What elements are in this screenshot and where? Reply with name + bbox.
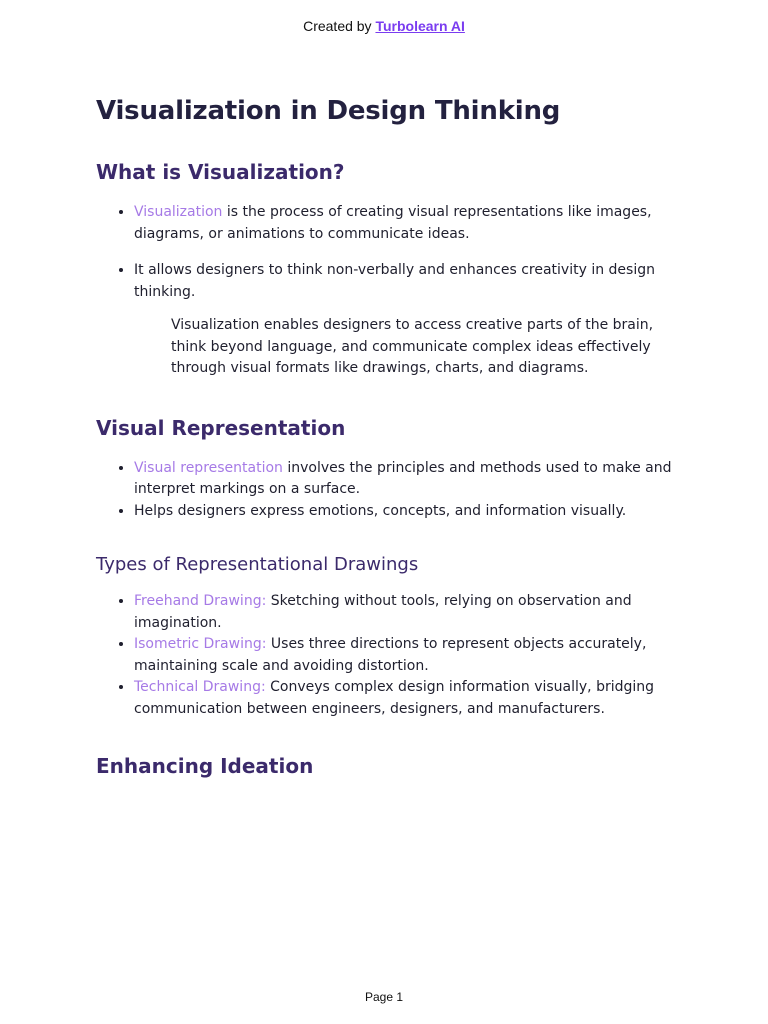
list-item (134, 634, 676, 677)
highlighted-term: Technical Drawing: (134, 679, 266, 695)
section-heading: What is Visualization? (96, 160, 345, 184)
highlighted-term: Visual representation (134, 459, 283, 476)
section-enhancing-ideation (96, 754, 676, 778)
list-item (134, 202, 676, 245)
list-item (134, 458, 676, 501)
section-heading: Enhancing Ideation (96, 754, 314, 778)
callout-quote: Visualization enables designers to access creative parts of the brain, think beyond language, and communicate complex ideas effectively through visual formats like drawings, charts, and diagrams. (171, 317, 654, 376)
highlighted-term: Freehand Drawing: (134, 593, 267, 609)
bullet-text: It allows designers to think non-verbally and enhances creativity in design thinking. (134, 262, 655, 300)
section-heading: Visual Representation (96, 415, 346, 440)
document-body (96, 96, 676, 796)
bullet-list (96, 458, 676, 523)
list-item (134, 591, 676, 634)
bullet-text: involves the principles and methods used to make and interpret markings on a surface. (134, 459, 672, 497)
turbolearn-link[interactable]: Turbolearn AI (375, 18, 465, 34)
page-number: Page 1 (364, 990, 404, 1004)
list-item (134, 260, 676, 303)
bullet-text: Uses three directions to represent objects accurately, maintaining scale and avoiding distortion. (134, 636, 647, 674)
created-by-text: Created by (303, 18, 376, 34)
bullet-text: is the process of creating visual representations like images, diagrams, or animations to communicate ideas. (134, 204, 652, 242)
bullet-list (96, 202, 676, 303)
bullet-text: Conveys complex design information visually, bridging communication between engineers, designers, and manufacturers. (134, 679, 655, 717)
section-heading: Types of Representational Drawings (96, 554, 419, 575)
created-by-header (0, 18, 768, 34)
highlighted-term: Visualization (134, 204, 223, 220)
document-title: Visualization in Design Thinking (96, 96, 561, 126)
section-visual-representation (96, 416, 676, 523)
section-what-is-visualization (96, 160, 676, 380)
bullet-list (96, 591, 676, 720)
highlighted-term: Isometric Drawing: (134, 636, 267, 652)
section-types-of-drawings (96, 554, 676, 720)
bullet-text: Sketching without tools, relying on observation and imagination. (134, 593, 632, 631)
list-item (134, 501, 676, 523)
bullet-text: Helps designers express emotions, concepts, and information visually. (134, 502, 627, 519)
list-item (134, 677, 676, 720)
